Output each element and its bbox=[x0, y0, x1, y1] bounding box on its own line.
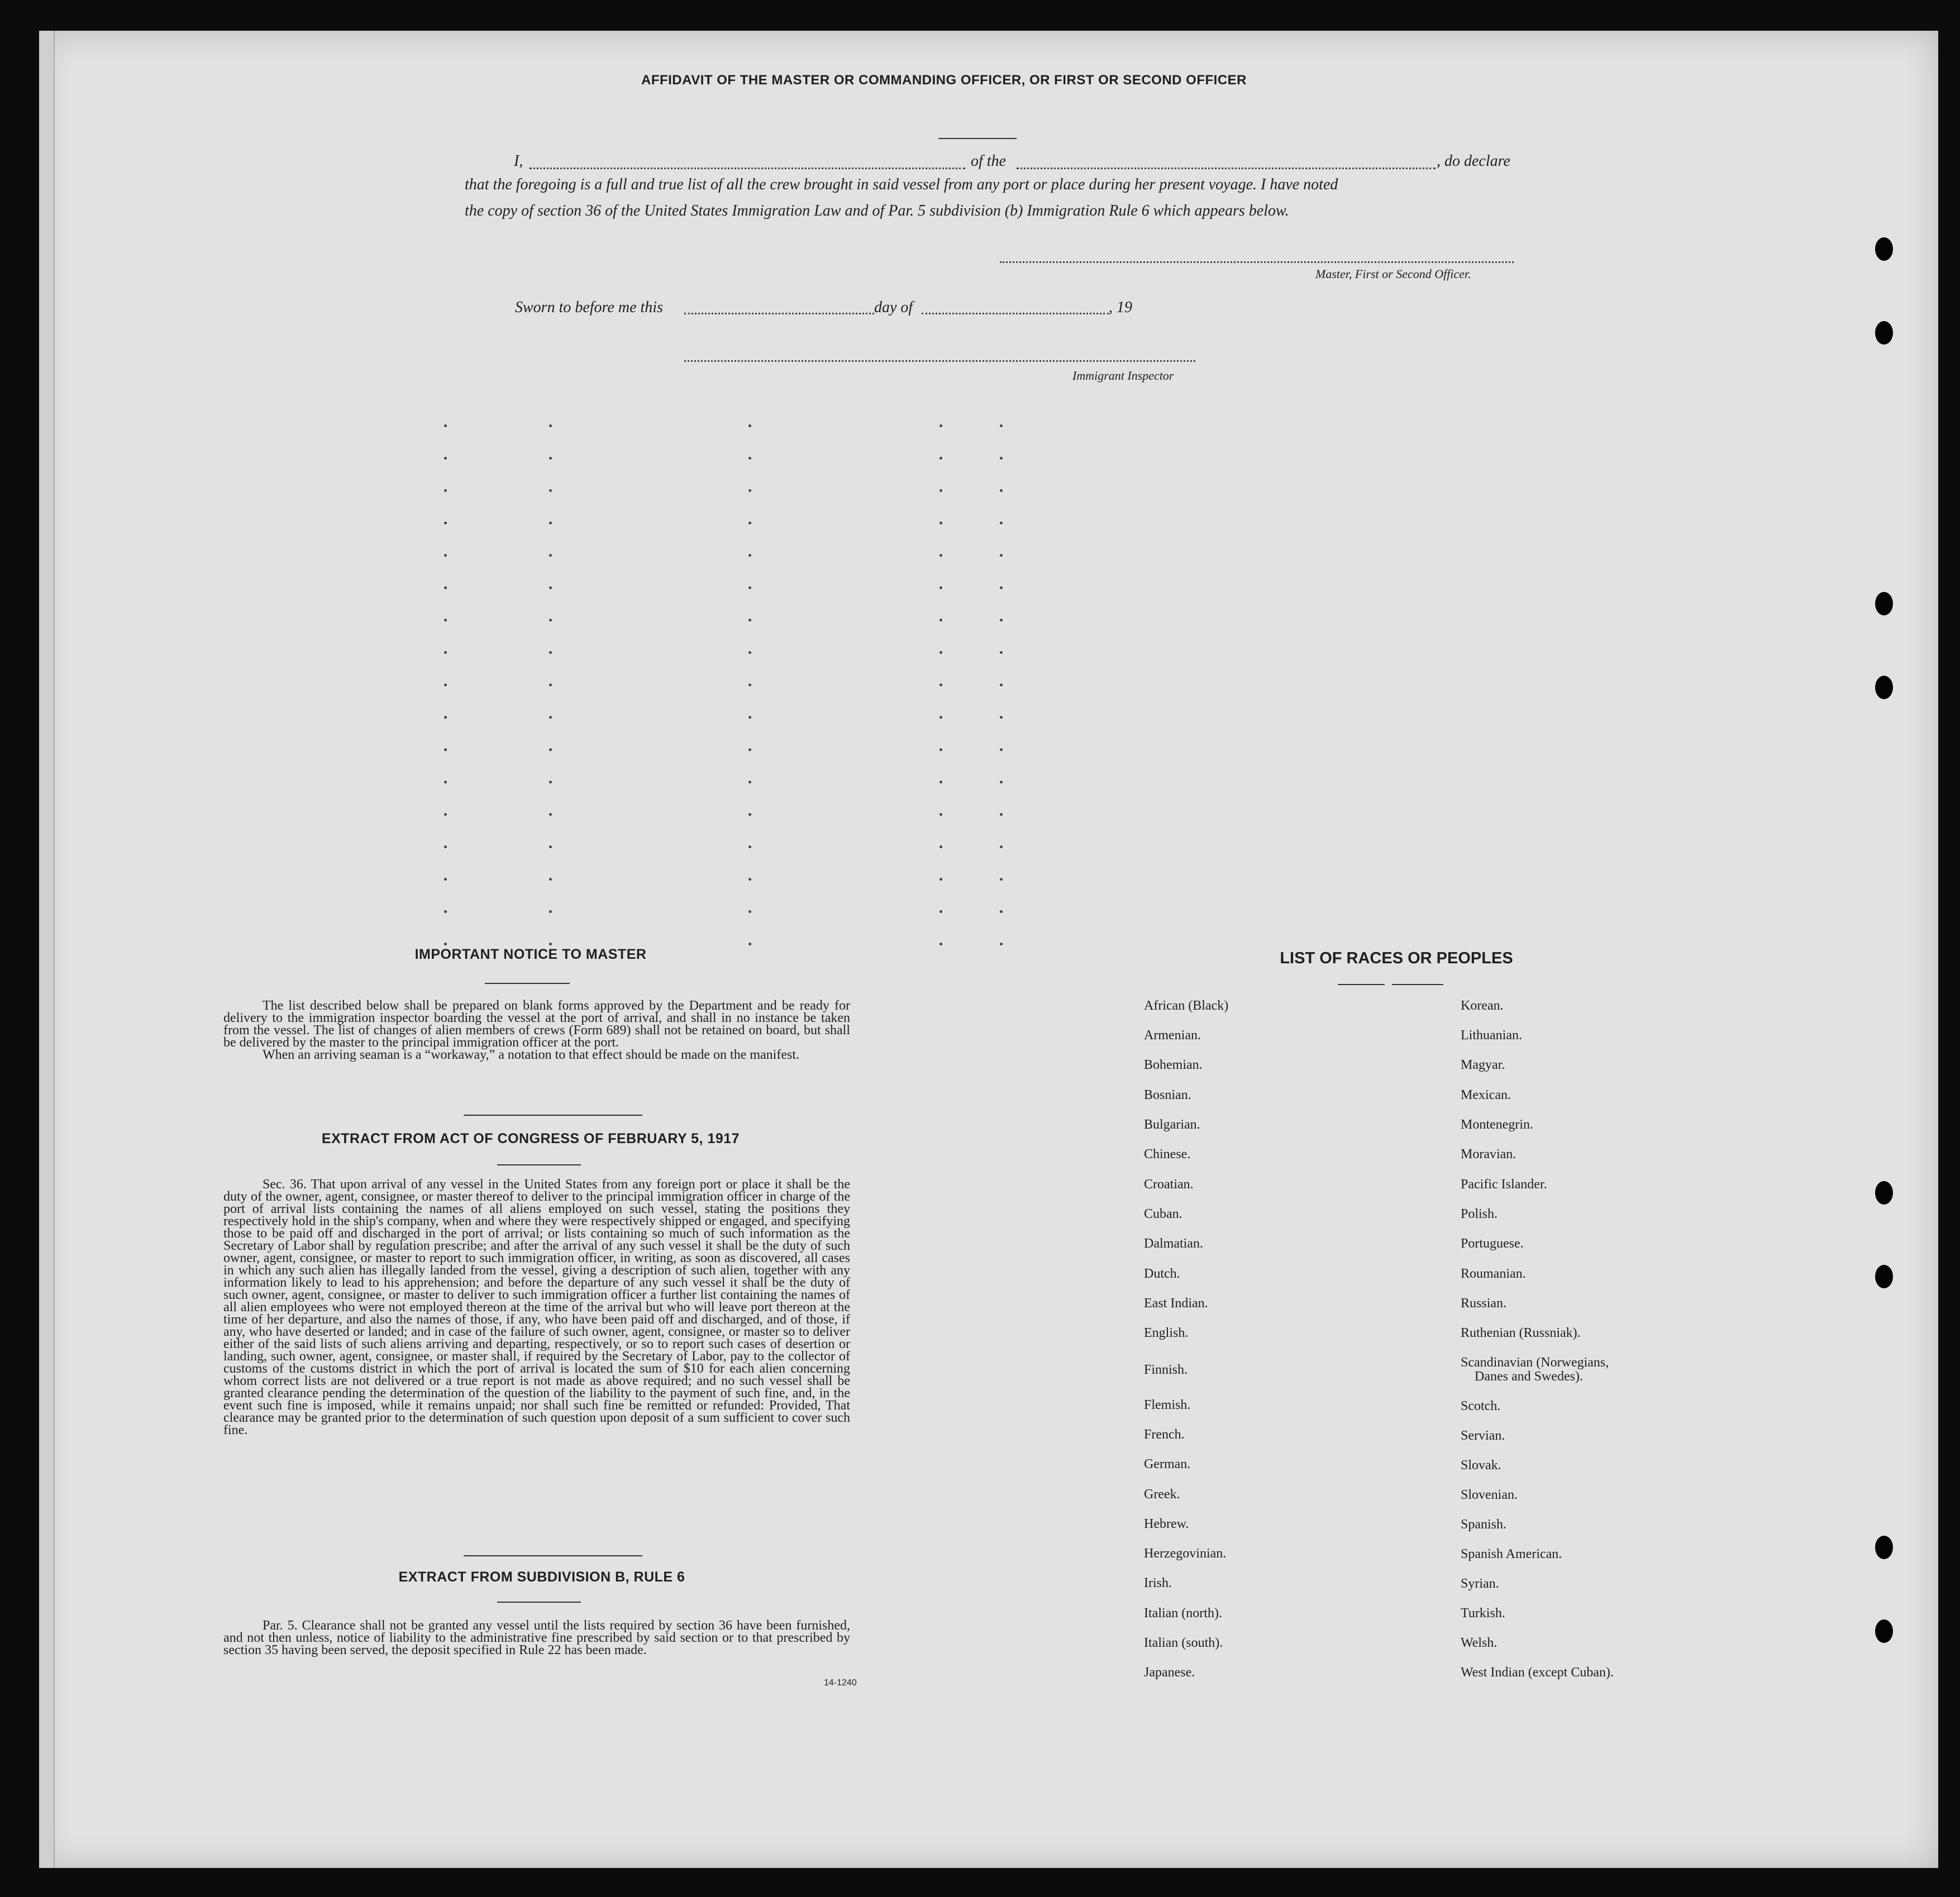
guide-dot bbox=[444, 586, 447, 589]
guide-dot bbox=[444, 457, 447, 460]
race-right-item: Roumanian. bbox=[1461, 1267, 1526, 1281]
guide-dot bbox=[1000, 748, 1003, 751]
guide-dot bbox=[549, 813, 552, 816]
races-title-underline bbox=[1338, 984, 1385, 985]
punch-hole bbox=[1875, 1619, 1893, 1643]
guide-dot bbox=[940, 522, 942, 524]
guide-dot bbox=[748, 878, 751, 881]
guide-dot bbox=[549, 489, 552, 492]
guide-dot bbox=[748, 457, 751, 460]
guide-dot bbox=[940, 586, 942, 589]
guide-dot bbox=[940, 943, 942, 945]
par-5-text: Par. 5. Clearance shall not be granted any vessel until the lists required by section 36 have been furnished, and not then unless, notice of liability to the administrative fine prescribed by said section or to that prescribed by section 35 having been served, the deposit specified in Rule 22 has been made. bbox=[223, 1618, 850, 1657]
guide-dot bbox=[549, 619, 552, 622]
guide-dot bbox=[549, 781, 552, 783]
guide-dot bbox=[748, 619, 751, 622]
inspector-label: Immigrant Inspector bbox=[1072, 369, 1174, 383]
punch-hole bbox=[1875, 237, 1893, 261]
race-right-item: Spanish American. bbox=[1461, 1547, 1562, 1561]
race-right-item: Servian. bbox=[1461, 1428, 1505, 1443]
guide-dot bbox=[444, 813, 447, 816]
race-left-item: Dutch. bbox=[1144, 1267, 1180, 1281]
extract-act-text bbox=[223, 1178, 850, 1436]
guide-dot bbox=[549, 910, 552, 913]
affidavit-line1-suffix: , do declare bbox=[1437, 152, 1510, 170]
race-right-item: Slovak. bbox=[1461, 1458, 1501, 1473]
guide-dot bbox=[748, 554, 751, 557]
punch-hole bbox=[1875, 321, 1893, 345]
guide-dot bbox=[549, 684, 552, 686]
race-right-item: Scotch. bbox=[1461, 1399, 1501, 1413]
race-right-item: Pacific Islander. bbox=[1461, 1177, 1547, 1192]
declarant-name-field[interactable] bbox=[530, 168, 965, 169]
race-right-item: Korean. bbox=[1461, 998, 1504, 1013]
race-left-item: German. bbox=[1144, 1457, 1191, 1471]
guide-dot bbox=[940, 813, 942, 816]
race-left-item: Croatian. bbox=[1144, 1177, 1194, 1192]
guide-dot bbox=[444, 845, 447, 848]
race-left-item: Japanese. bbox=[1144, 1665, 1195, 1680]
race-right-item: Moravian. bbox=[1461, 1147, 1517, 1162]
section-divider bbox=[464, 1555, 642, 1556]
guide-dot bbox=[444, 748, 447, 751]
guide-dot bbox=[940, 619, 942, 622]
sworn-day-field[interactable] bbox=[684, 313, 874, 314]
guide-dot bbox=[748, 489, 751, 492]
race-left-item: Greek. bbox=[1144, 1487, 1180, 1502]
guide-dot bbox=[549, 651, 552, 654]
guide-dot bbox=[1000, 910, 1003, 913]
race-left-item: Italian (north). bbox=[1144, 1606, 1222, 1621]
guide-dot bbox=[748, 651, 751, 654]
notice-paragraph-2: When an arriving seaman is a “workaway,” a notation to that effect should be made on the manifest. bbox=[263, 1048, 799, 1062]
guide-dot bbox=[1000, 845, 1003, 848]
punch-hole bbox=[1875, 1265, 1893, 1288]
guide-dot bbox=[1000, 781, 1003, 783]
race-right-item: Russian. bbox=[1461, 1296, 1507, 1311]
inspector-signature-line[interactable] bbox=[684, 360, 1195, 362]
guide-dot bbox=[1000, 651, 1003, 654]
race-right-item: Ruthenian (Russniak). bbox=[1461, 1326, 1581, 1340]
guide-dot bbox=[1000, 716, 1003, 719]
guide-dot bbox=[1000, 522, 1003, 524]
race-left-item: Hebrew. bbox=[1144, 1517, 1189, 1531]
race-right-item: Scandinavian (Norwegians, bbox=[1461, 1355, 1609, 1370]
guide-dot bbox=[748, 910, 751, 913]
notice-text bbox=[223, 1000, 850, 1061]
punch-hole bbox=[1875, 1536, 1893, 1559]
race-left-item: Chinese. bbox=[1144, 1147, 1191, 1162]
notice-title-underline bbox=[485, 983, 570, 984]
race-left-item: African (Black) bbox=[1144, 998, 1229, 1013]
guide-dot bbox=[444, 619, 447, 622]
guide-dot bbox=[940, 457, 942, 460]
vessel-name-field[interactable] bbox=[1017, 168, 1436, 169]
guide-dot bbox=[1000, 554, 1003, 557]
affidavit-title: AFFIDAVIT OF THE MASTER OR COMMANDING OFFICER, OR FIRST OR SECOND OFFICER bbox=[641, 73, 1247, 88]
form-sheet bbox=[39, 31, 1938, 1868]
guide-dot bbox=[940, 781, 942, 783]
guide-dot bbox=[748, 424, 751, 427]
form-number: 14-1240 bbox=[824, 1678, 857, 1688]
guide-dot bbox=[940, 910, 942, 913]
guide-dot bbox=[549, 586, 552, 589]
guide-dot bbox=[940, 878, 942, 881]
guide-dot bbox=[940, 651, 942, 654]
race-item-continuation: Danes and Swedes). bbox=[1475, 1369, 1583, 1384]
guide-dot bbox=[444, 554, 447, 557]
guide-dot bbox=[444, 522, 447, 524]
guide-dot bbox=[748, 522, 751, 524]
guide-dot bbox=[1000, 457, 1003, 460]
guide-dot bbox=[1000, 878, 1003, 881]
race-right-item: Lithuanian. bbox=[1461, 1028, 1522, 1043]
race-left-item: Bohemian. bbox=[1144, 1058, 1203, 1072]
punch-hole bbox=[1875, 676, 1893, 699]
race-left-item: Bosnian. bbox=[1144, 1088, 1191, 1102]
sworn-month-field[interactable] bbox=[922, 313, 1109, 314]
race-left-item: Italian (south). bbox=[1144, 1636, 1223, 1650]
affidavit-line1-prefix: I, bbox=[514, 152, 523, 170]
sworn-mid: day of bbox=[874, 299, 913, 316]
race-left-item: Dalmatian. bbox=[1144, 1236, 1203, 1251]
guide-dot bbox=[549, 424, 552, 427]
race-left-item: French. bbox=[1144, 1427, 1185, 1442]
sworn-year: , 19 bbox=[1109, 299, 1132, 316]
extract-act-title: EXTRACT FROM ACT OF CONGRESS OF FEBRUARY 5, 1917 bbox=[321, 1131, 740, 1146]
guide-dot bbox=[748, 716, 751, 719]
left-edge-strip bbox=[39, 31, 55, 1868]
race-right-item: Turkish. bbox=[1461, 1606, 1505, 1621]
punch-hole bbox=[1875, 592, 1893, 615]
extract-rule-underline bbox=[497, 1602, 581, 1603]
race-right-item: Welsh. bbox=[1461, 1636, 1498, 1650]
title-underline bbox=[938, 138, 1017, 139]
guide-dot bbox=[940, 684, 942, 686]
guide-dot bbox=[1000, 424, 1003, 427]
guide-dot bbox=[748, 684, 751, 686]
race-right-item: Montenegrin. bbox=[1461, 1117, 1533, 1132]
affidavit-line2: that the foregoing is a full and true list of all the crew brought in said vessel from any port or place during her present voyage. I have noted bbox=[465, 176, 1338, 193]
notice-paragraph-1: The list described below shall be prepared on blank forms approved by the Department and be ready for delivery to the immigration inspector boarding the vessel at the port of arrival, and shall in no instance be taken from the vessel. The list of changes of alien members of crews (Form 689) shall not be retained on board, but shall be delivered by the master to the principal immigration officer at the port. bbox=[223, 998, 850, 1050]
affidavit-line1-mid: of the bbox=[971, 152, 1006, 170]
race-left-item: Herzegovinian. bbox=[1144, 1546, 1227, 1561]
guide-dot bbox=[748, 781, 751, 783]
guide-dot bbox=[444, 910, 447, 913]
guide-dot bbox=[1000, 489, 1003, 492]
master-signature-line[interactable] bbox=[1000, 261, 1514, 263]
section-divider bbox=[464, 1115, 642, 1116]
extract-rule-text bbox=[223, 1619, 850, 1656]
race-left-item: Bulgarian. bbox=[1144, 1117, 1200, 1132]
sworn-prefix: Sworn to before me this bbox=[515, 299, 663, 316]
guide-dot bbox=[748, 943, 751, 945]
guide-dot bbox=[549, 748, 552, 751]
guide-dot bbox=[1000, 586, 1003, 589]
guide-dot bbox=[549, 457, 552, 460]
guide-dot bbox=[940, 748, 942, 751]
guide-dot bbox=[444, 781, 447, 783]
guide-dot bbox=[1000, 619, 1003, 622]
guide-dot bbox=[549, 845, 552, 848]
race-left-item: Flemish. bbox=[1144, 1398, 1191, 1412]
notice-title: IMPORTANT NOTICE TO MASTER bbox=[414, 947, 647, 962]
race-right-item: Magyar. bbox=[1461, 1058, 1505, 1072]
race-left-item: Finnish. bbox=[1144, 1363, 1188, 1377]
guide-dot bbox=[444, 424, 447, 427]
race-left-item: English. bbox=[1144, 1326, 1189, 1340]
affidavit-line3: the copy of section 36 of the United States Immigration Law and of Par. 5 subdivision (b) Immigration Rule 6 which appears below. bbox=[465, 202, 1289, 219]
guide-dot bbox=[444, 716, 447, 719]
guide-dot bbox=[940, 424, 942, 427]
guide-dot bbox=[444, 943, 447, 945]
races-title-underline bbox=[1392, 984, 1443, 985]
guide-dot bbox=[1000, 943, 1003, 945]
guide-dot bbox=[748, 748, 751, 751]
guide-dot bbox=[940, 489, 942, 492]
extract-act-underline bbox=[497, 1164, 581, 1165]
race-left-item: Cuban. bbox=[1144, 1207, 1182, 1221]
guide-dot bbox=[1000, 813, 1003, 816]
race-left-item: Armenian. bbox=[1144, 1028, 1201, 1043]
race-right-item: Slovenian. bbox=[1461, 1488, 1518, 1502]
master-signature-label: Master, First or Second Officer. bbox=[1315, 267, 1471, 281]
section-36-text: Sec. 36. That upon arrival of any vessel in the United States from any foreign port or place it shall be the duty of the owner, agent, consignee, or master thereof to deliver to the principal immigration officer in charge of the port of arrival lists containing the names of all aliens employed on such vessel, stating the positions they respectively hold in the ship's company, when and where they were respectively shipped or engaged, and specifying those to be paid off and discharged in the port of arrival; or lists containing so much of such information as the Secretary of Labor shall by regulation prescribe; and after the arrival of any such vessel it shall be the duty of such owner, agent, consignee, or master to report to such immigration officer, in writing, as soon as discovered, all cases in which any such alien has illegally landed from the vessel, giving a description of such alien, together with any information likely to lead to his apprehension; and before the departure of any such vessel it shall be the duty of such owner, agent, consignee, or master to deliver to such immigration officer a further list containing the names of all alien employees who were not employed thereon at the time of the arrival but who will leave port thereon at the time of her departure, and also the names of those, if any, who have been paid off and discharged, and of those, if any, who have deserted or landed; and in case of the failure of such owner, agent, consignee, or master so to deliver either of the said lists of such aliens arriving and departing, respectively, or so to report such cases of desertion or landing, such owner, agent, consignee, or master shall, if required by the Secretary of Labor, pay to the collector of customs of the customs district in which the port of arrival is located the sum of $10 for each alien concerning whom correct lists are not delivered or a true report is not made as above required; and no such vessel shall be granted clearance pending the determination of the question of the liability to the payment of such fine, and, in the event such fine is imposed, while it remains unpaid; nor shall such fine be remitted or refunded: Provided, That clearance may be granted prior to the determination of such question upon deposit of a sum sufficient to cover such fine. bbox=[223, 1177, 850, 1437]
guide-dot bbox=[940, 845, 942, 848]
extract-rule-title: EXTRACT FROM SUBDIVISION B, RULE 6 bbox=[398, 1569, 685, 1585]
race-right-item: Syrian. bbox=[1461, 1576, 1499, 1591]
guide-dot bbox=[444, 878, 447, 881]
guide-dot bbox=[549, 716, 552, 719]
guide-dot bbox=[748, 586, 751, 589]
guide-dot bbox=[549, 554, 552, 557]
race-left-item: Irish. bbox=[1144, 1576, 1172, 1590]
guide-dot bbox=[748, 845, 751, 848]
guide-dot bbox=[1000, 684, 1003, 686]
guide-dot bbox=[444, 651, 447, 654]
race-right-item: Portuguese. bbox=[1461, 1236, 1524, 1251]
race-right-item: Polish. bbox=[1461, 1207, 1498, 1221]
race-right-item: West Indian (except Cuban). bbox=[1461, 1665, 1614, 1680]
guide-dot bbox=[748, 813, 751, 816]
race-right-item: Mexican. bbox=[1461, 1088, 1511, 1102]
guide-dot bbox=[549, 878, 552, 881]
guide-dot bbox=[444, 684, 447, 686]
race-left-item: East Indian. bbox=[1144, 1296, 1208, 1311]
guide-dot bbox=[444, 489, 447, 492]
races-title: LIST OF RACES OR PEOPLES bbox=[1280, 949, 1513, 967]
guide-dot bbox=[549, 522, 552, 524]
race-right-item: Spanish. bbox=[1461, 1517, 1507, 1532]
guide-dot bbox=[940, 554, 942, 557]
guide-dot bbox=[940, 716, 942, 719]
guide-dot bbox=[549, 943, 552, 945]
punch-hole bbox=[1875, 1181, 1893, 1205]
